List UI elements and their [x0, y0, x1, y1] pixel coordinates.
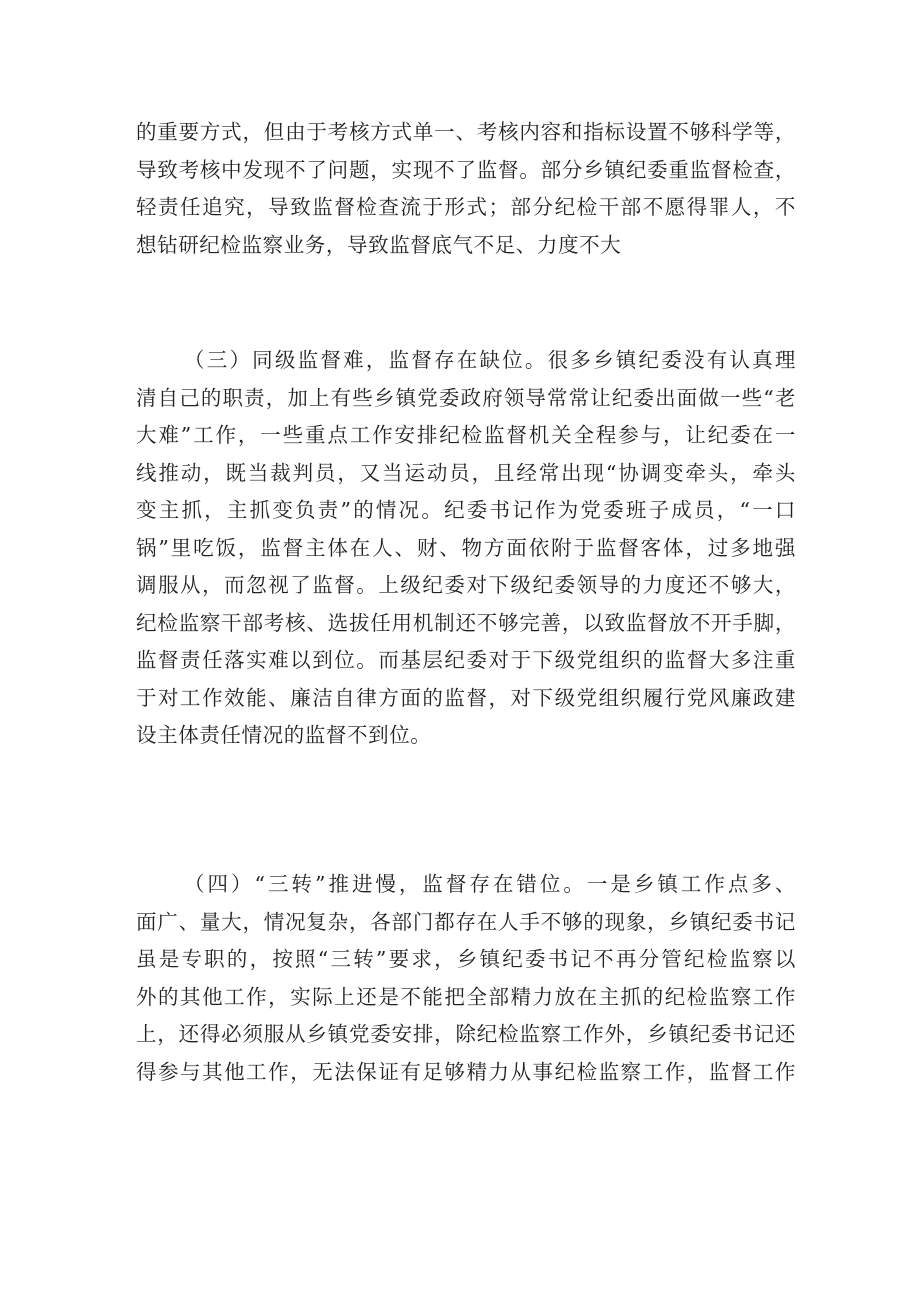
text-line: 导致考核中发现不了问题，实现不了监督。部分乡镇纪委重监督检查，	[136, 157, 796, 182]
text-line: 设主体责任情况的监督不到位。	[136, 723, 432, 747]
text-line: 锅”里吃饭，监督主体在人、财、物方面依附于监督客体，过多地强	[136, 535, 796, 560]
text-line: 的重要方式，但由于考核方式单一、考核内容和指标设置不够科学等，	[136, 120, 796, 144]
text-line: （四）“三转”推进慢，监督存在错位。一是乡镇工作点多、	[184, 872, 796, 896]
text-line: 变主抓，主抓变负责”的情况。纪委书记作为党委班子成员，“一口	[136, 498, 796, 522]
text-line: 得参与其他工作，无法保证有足够精力从事纪检监察工作，监督工作	[136, 1059, 796, 1084]
text-line: 上，还得必须服从乡镇党委安排，除纪检监察工作外，乡镇纪委书记还	[136, 1022, 796, 1046]
text-line: （三）同级监督难，监督存在缺位。很多乡镇纪委没有认真理	[184, 348, 796, 372]
text-line: 虽是专职的，按照“三转”要求，乡镇纪委书记不再分管纪检监察以	[136, 947, 796, 971]
text-line: 纪检监察干部考核、选拔任用机制还不够完善，以致监督放不开手脚，	[136, 610, 796, 635]
text-line: 监督责任落实难以到位。而基层纪委对于下级党组织的监督大多注重	[136, 648, 796, 672]
text-line: 轻责任追究，导致监督检查流于形式；部分纪检干部不愿得罪人，不	[136, 195, 796, 219]
text-line: 大难”工作，一些重点工作安排纪检监督机关全程参与，让纪委在一	[136, 423, 796, 447]
text-line: 清自己的职责，加上有些乡镇党委政府领导常常让纪委出面做一些“老	[136, 385, 796, 410]
text-line: 想钻研纪检监察业务，导致监督底气不足、力度不大	[136, 232, 622, 257]
paragraph-section-four	[136, 866, 796, 1091]
text-line: 面广、量大，情况复杂，各部门都存在人手不够的现象，乡镇纪委书记	[136, 909, 796, 934]
paragraph-section-three	[136, 342, 796, 755]
text-line: 线推动，既当裁判员，又当运动员，且经常出现“协调变牵头，牵头	[136, 460, 796, 485]
text-line: 于对工作效能、廉洁自律方面的监督，对下级党组织履行党风廉政建	[136, 685, 796, 710]
paragraph-assessment	[136, 114, 796, 264]
text-line: 外的其他工作，实际上还是不能把全部精力放在主抓的纪检监察工作	[136, 984, 796, 1009]
text-line: 调服从，而忽视了监督。上级纪委对下级纪委领导的力度还不够大，	[136, 573, 796, 597]
